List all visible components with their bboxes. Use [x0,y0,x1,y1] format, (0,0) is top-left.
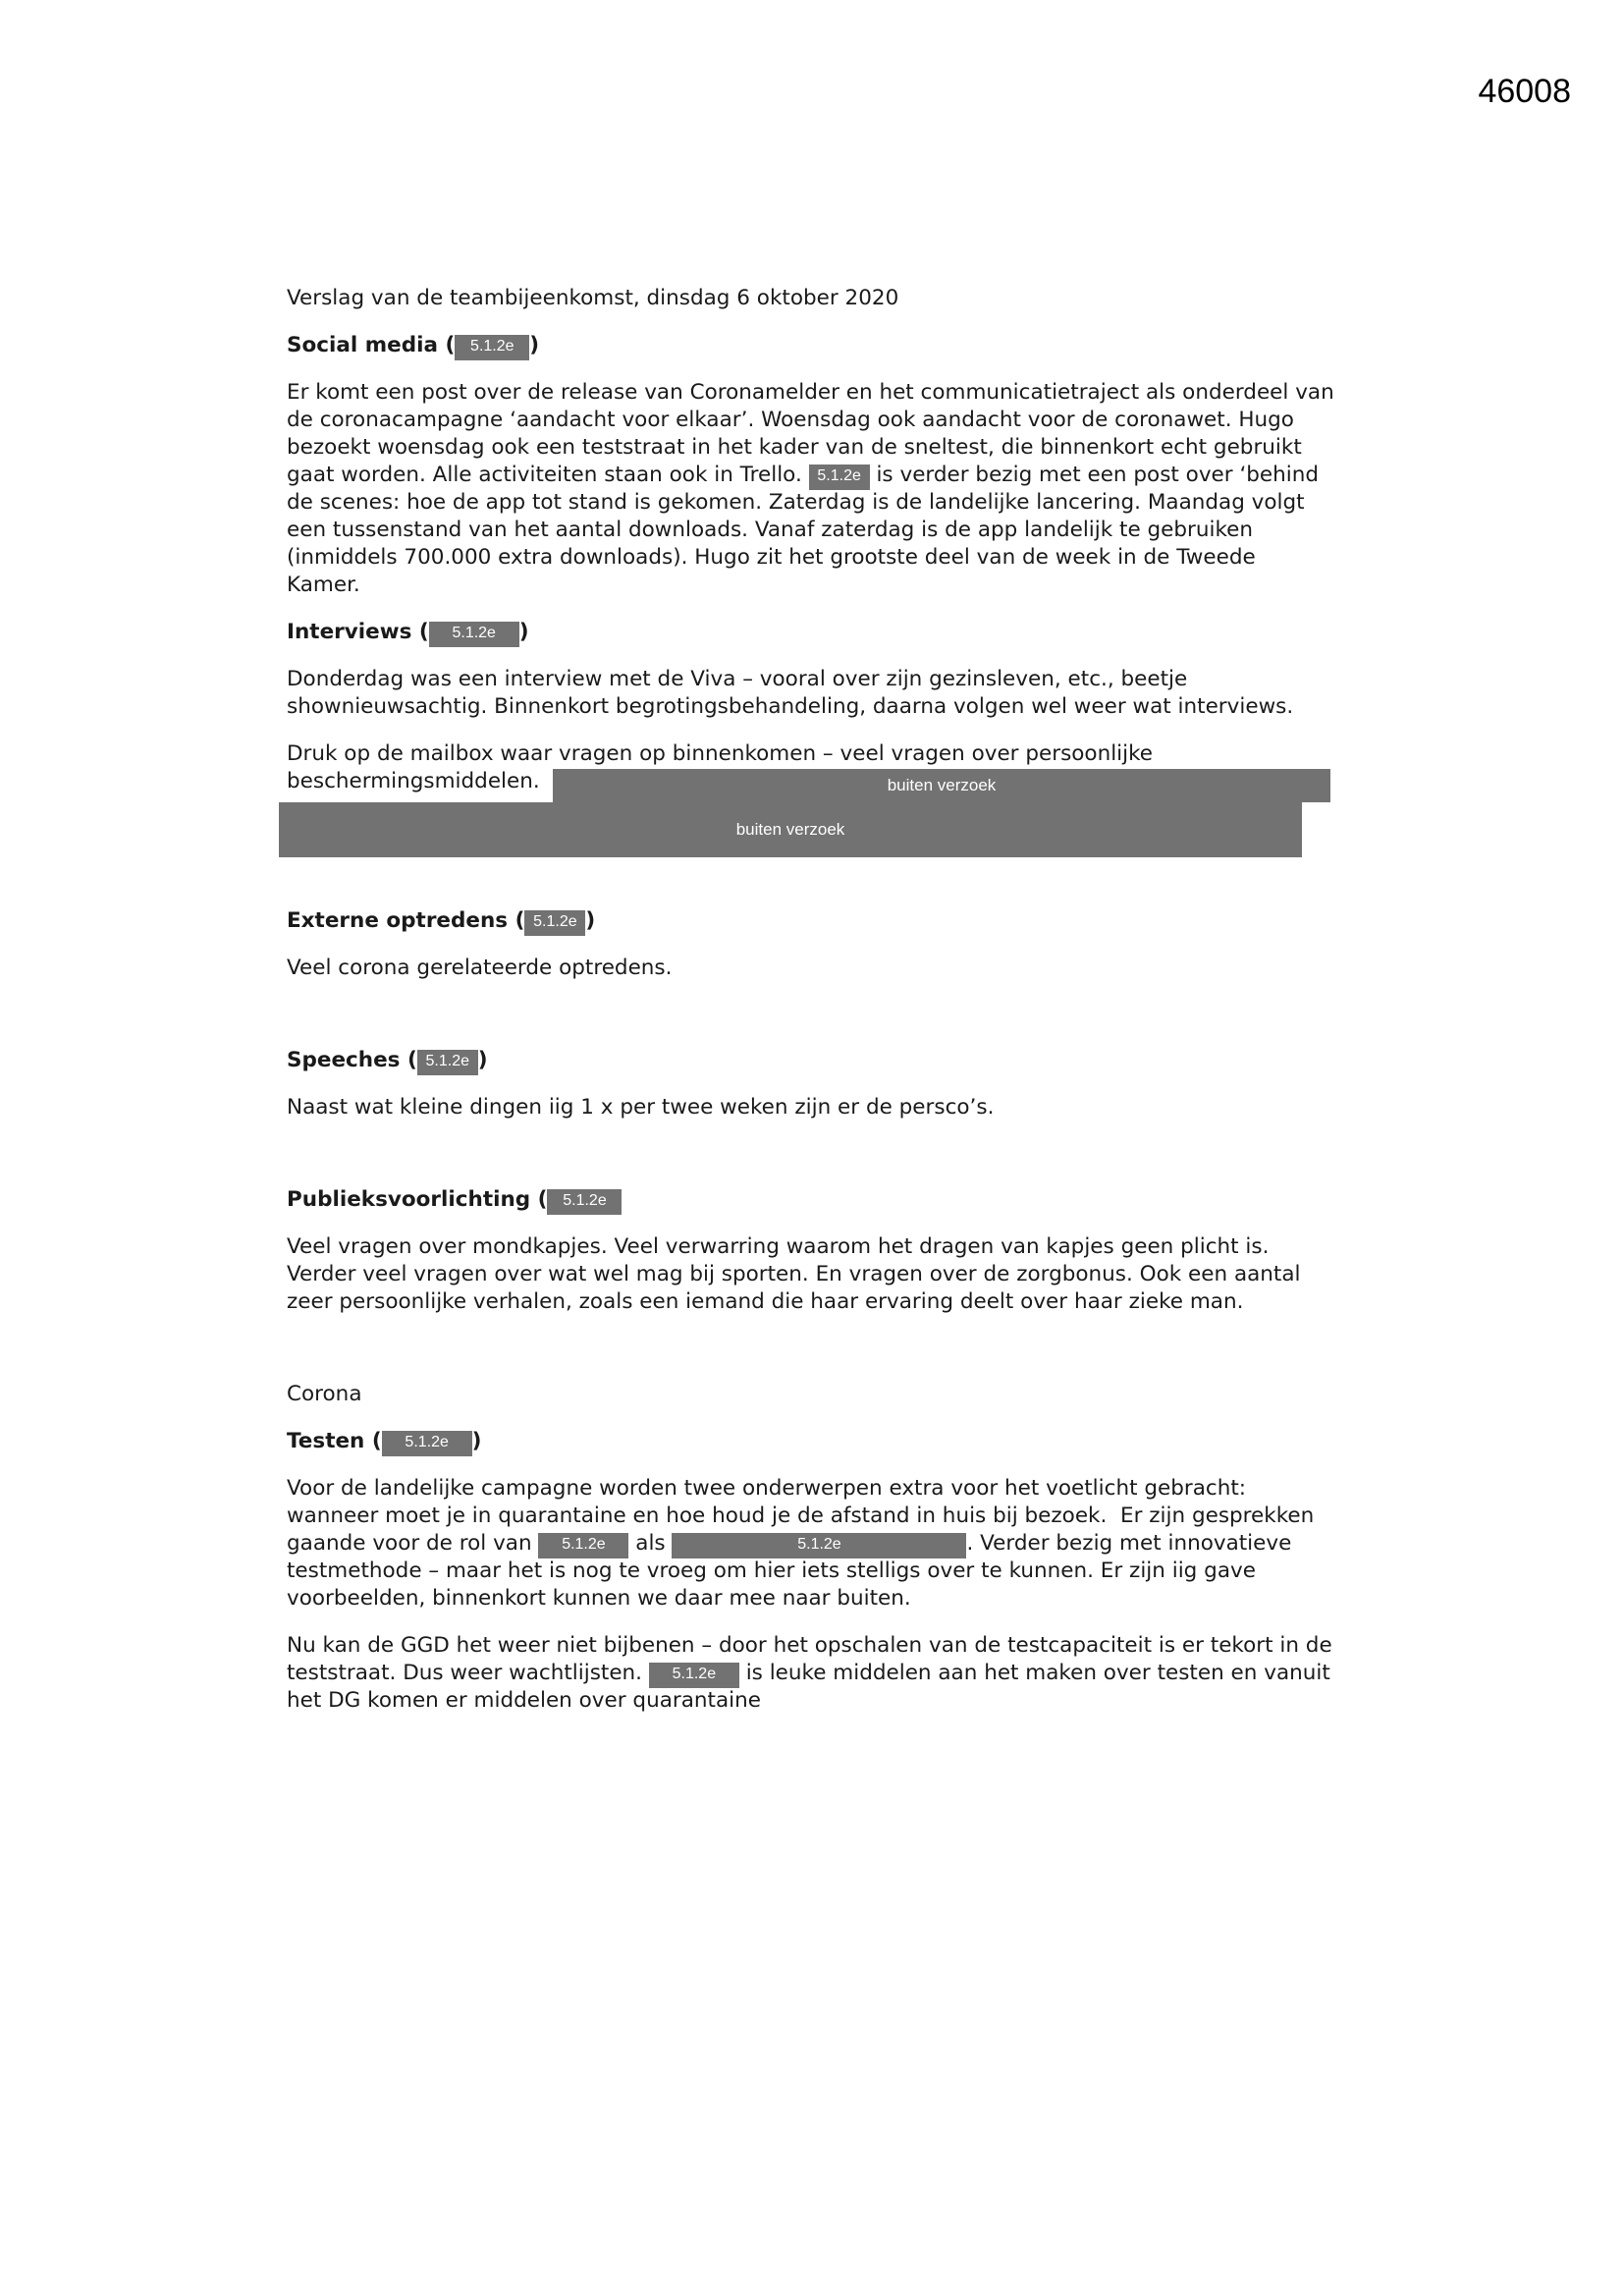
heading-publieksvoorlichting: Publieksvoorlichting ( 5.1.2e [287,1186,1357,1214]
paragraph-speeches: Naast wat kleine dingen iig 1 x per twee weken zijn er de persco’s. [287,1095,995,1120]
redaction-box: 5.1.2e [547,1189,622,1215]
redaction-box: 5.1.2e [538,1533,628,1558]
paragraph-externe-optredens: Veel corona gerelateerde optredens. [287,956,673,980]
redaction-box: 5.1.2e [455,335,529,360]
redaction-box: 5.1.2e [524,910,585,936]
redaction-box: 5.1.2e [429,622,519,647]
redaction-block-buiten-verzoek-2: buiten verzoek [279,802,1302,857]
redaction-box: 5.1.2e [649,1663,739,1688]
report-title: Verslag van de teambijeenkomst, dinsdag 6 oktober 2020 [287,286,899,310]
document-number: 46008 [1478,73,1571,110]
heading-interviews: Interviews ( 5.1.2e ) [287,619,1357,646]
redaction-box: 5.1.2e [382,1431,472,1456]
paragraph-social-media: Er komt een post over de release van Coronamelder en het communicatietraject als onderdeel van de coronacampagne ‘aandacht voor elkaar’. Woensdag ook aandacht voor de coronawet. Hugo bezoekt woensdag ook een teststraat in het kader van de sneltest, die binnenkort echt gebruikt gaat worden. Alle activiteiten staan ook in Trello. 5.1.2e is verder bezig met een post over ‘behind de scenes: hoe de app tot stand is gekomen. Zaterdag is de landelijke lancering. Maandag volgt een tussenstand van het aantal downloads. Vanaf zaterdag is de app landelijk te gebruiken (inmiddels 700.000 extra downloads). Hugo zit het grootste deel van de week in de Tweede Kamer. [287,380,1334,597]
paragraph-publieksvoorlichting: Veel vragen over mondkapjes. Veel verwarring waarom het dragen van kapjes geen plicht is. Verder veel vragen over wat wel mag bij sporten. En vragen over de zorgbonus. Ook een aantal zeer persoonlijke verhalen, zoals een iemand die haar ervaring deelt over haar zieke man. [287,1234,1301,1314]
meeting-report [287,285,1357,1715]
redaction-box: 5.1.2e [672,1533,966,1558]
paragraph-testen-1: Voor de landelijke campagne worden twee onderwerpen extra voor het voetlicht gebracht: wanneer moet je in quarantaine en hoe houd je de afstand in huis bij bezoek. Er zijn gesprekken gaande voor de rol van 5.1.2e als 5.1.2e . Verder bezig met innovatieve testmethode – maar het is nog te vroeg om hier iets stelligs over te kunnen. Er zijn iig gave voorbeelden, binnenkort kunnen we daar mee naar buiten. [287,1476,1315,1611]
paragraph-interviews-2: Druk op de mailbox waar vragen op binnenkomen – veel vragen over persoonlijke beschermingsmiddelen. [287,741,1154,793]
redaction-block-buiten-verzoek-1: buiten verzoek [553,769,1330,802]
redaction-box: 5.1.2e [417,1050,478,1075]
paragraph-testen-2: Nu kan de GGD het weer niet bijbenen – door het opschalen van de testcapaciteit is er tekort in de teststraat. Dus weer wachtlijsten. 5.1.2e is leuke middelen aan het maken over testen en vanuit het DG komen er middelen over quarantaine [287,1633,1332,1713]
section-label-corona: Corona [287,1382,362,1406]
heading-social-media: Social media ( 5.1.2e ) [287,332,1357,359]
redaction-box: 5.1.2e [809,465,870,490]
heading-externe-optredens: Externe optredens ( 5.1.2e ) [287,907,1357,935]
heading-testen: Testen ( 5.1.2e ) [287,1428,1357,1455]
heading-speeches: Speeches ( 5.1.2e ) [287,1047,1357,1074]
paragraph-interviews-1: Donderdag was een interview met de Viva – vooral over zijn gezinsleven, etc., beetje shownieuwsachtig. Binnenkort begrotingsbehandeling, daarna volgen wel weer wat interviews. [287,667,1294,719]
